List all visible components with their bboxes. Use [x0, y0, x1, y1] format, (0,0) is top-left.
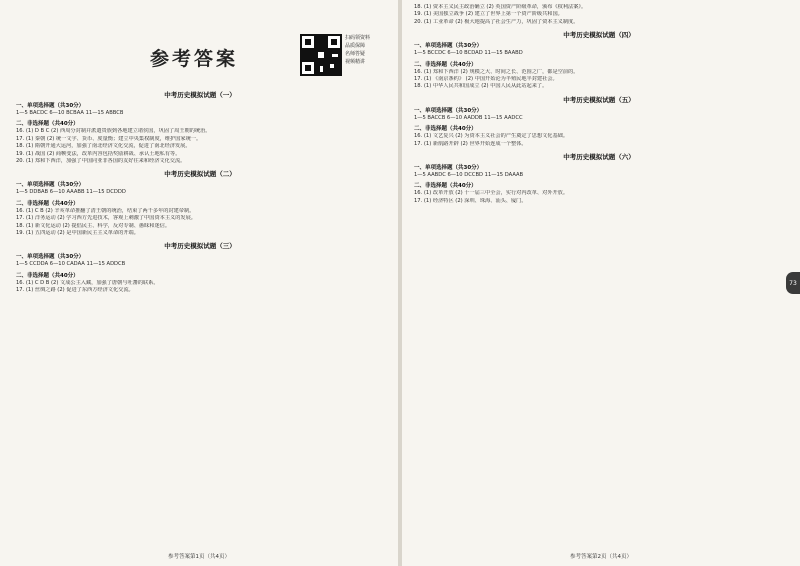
qr-label: 扫码领资料 — [345, 35, 371, 41]
qr-label: 名师答疑 — [345, 51, 366, 57]
nonchoice-heading: 二、非选择题（共40分） — [414, 183, 477, 190]
choice-heading: 一、单项选择题（共30分） — [414, 43, 483, 50]
answer-line: 16. (1) 郑和下西洋 (2) 规模之大、时间之长、范围之广，都是空前的。 — [414, 68, 579, 75]
nonchoice-heading: 二、非选择题（共40分） — [414, 61, 477, 68]
section-title: 中考历史模拟试题（一） — [164, 91, 236, 99]
nonchoice-heading: 二、非选择题（共40分） — [16, 272, 79, 279]
right-page — [402, 0, 800, 566]
qr-code — [300, 34, 342, 76]
qr-label: 品质保障 — [345, 43, 366, 49]
section-title: 中考历史模拟试题（四） — [563, 31, 635, 40]
answer-line: 17. (1) 洋务运动 (2) 学习西方先进技术，客观上刺激了中国资本主义的发展。 — [16, 215, 196, 222]
choice-heading: 一、单项选择题（共30分） — [16, 182, 85, 189]
choice-answers: 1—5 BACCB 6—10 AADDB 11—15 AADCC — [414, 114, 523, 121]
answer-line: 19. (1) 五四运动 (2) 是中国新民主主义革命的开端。 — [16, 230, 139, 237]
section-title: 中考历史模拟试题（六） — [563, 153, 635, 162]
answer-line: 17. (1) 丝绸之路 (2) 促进了东西方经济文化交流。 — [16, 287, 134, 294]
choice-heading: 一、单项选择题（共30分） — [16, 254, 85, 261]
answer-line: 17. (1) 新航路开辟 (2) 世界开始连成一个整体。 — [414, 140, 527, 147]
page-title: 参考答案 — [150, 48, 239, 70]
choice-heading: 一、单项选择题（共30分） — [414, 165, 483, 172]
answer-line: 16. (1) 改革开放 (2) 十一届三中全会，实行对内改革、对外开放。 — [414, 190, 569, 197]
section-title: 中考历史模拟试题（二） — [164, 170, 236, 179]
answer-line: 16. (1) C D B (2) 文成公主入藏，加强了唐朝与吐蕃的联系。 — [16, 279, 159, 286]
answer-line: 19. (1) 战国 (2) 商鞅变法，改革内容包括奖励耕战、承认土地私有等。 — [16, 150, 181, 157]
page-number-tab: 73 — [786, 272, 800, 294]
choice-heading: 一、单项选择题（共30分） — [414, 107, 483, 114]
choice-answers: 1—5 BCCDC 6—10 BCDAD 11—15 BAABD — [414, 50, 523, 57]
answer-line: 20. (1) 工业革命 (2) 极大地提高了社会生产力，巩固了资本主义制度。 — [414, 18, 579, 25]
section-title: 中考历史模拟试题（五） — [563, 95, 635, 104]
page-footer: 参考答案第2页（共4页） — [570, 554, 632, 560]
nonchoice-heading: 二、非选择题（共40分） — [414, 126, 477, 133]
left-content — [16, 86, 384, 295]
answer-line: 20. (1) 郑和下西洋，加强了中国同亚非各国的友好往来和经济文化交流。 — [16, 158, 186, 165]
nonchoice-heading: 二、非选择题（共40分） — [16, 121, 79, 128]
choice-answers: 1—5 DDBAB 6—10 AAABB 11—15 DCDDD — [16, 189, 126, 196]
answer-line: 16. (1) C B (2) 辛亥革命推翻了清王朝的统治，结束了两千多年的封建帝制。 — [16, 207, 195, 214]
answer-line: 16. (1) 文艺复兴 (2) 为资本主义社会的产生奠定了思想文化基础。 — [414, 133, 569, 140]
answer-line: 18. (1) 隋朝开通大运河，加强了南北经济文化交流，促进了南北经济发展。 — [16, 143, 191, 150]
section-title: 中考历史模拟试题（三） — [164, 242, 236, 251]
answer-line: 16. (1) D B C (2) 西周分封制并派遣贵族到各地建立诸侯国，巩固了周王朝的统治。 — [16, 128, 211, 135]
choice-heading: 一、单项选择题（共30分） — [16, 103, 85, 109]
answer-line: 17. (1) 经济特区 (2) 深圳、珠海、汕头、厦门。 — [414, 197, 527, 204]
answer-line: 19. (1) 美国独立战争 (2) 建立了世界上第一个资产阶级共和国。 — [414, 11, 563, 18]
choice-answers: 1—5 CCDDA 6—10 CADAA 11—15 ADDCB — [16, 261, 126, 268]
answer-line: 18. (1) 新文化运动 (2) 提倡民主、科学，反对专制、愚昧和迷信。 — [16, 222, 171, 229]
nonchoice-heading: 二、非选择题（共40分） — [16, 200, 79, 207]
answer-line: 17. (1) 秦朝 (2) 统一文字、货币、度量衡；建立中央集权制度，维护国家统一。 — [16, 135, 202, 142]
page-footer: 参考答案第1页（共4页） — [168, 554, 230, 560]
choice-answers: 1—5 AABDC 6—10 DCCBD 11—15 DAAAB — [414, 172, 524, 179]
right-content — [414, 4, 784, 205]
left-page — [0, 0, 398, 566]
qr-labels — [345, 34, 370, 66]
answer-line: 18. (1) 中华人民共和国成立 (2) 中国人民从此站起来了。 — [414, 83, 548, 90]
qr-label: 视频精讲 — [345, 59, 366, 65]
answer-line: 17. (1) 《南京条约》 (2) 中国开始沦为半殖民地半封建社会。 — [414, 76, 558, 83]
answer-line: 18. (1) 资本主义民主政治确立 (2) 英国资产阶级革命，颁布《权利法案》。 — [414, 4, 587, 10]
choice-answers: 1—5 BACDC 6—10 BCBAA 11—15 ABBCB — [16, 110, 124, 116]
